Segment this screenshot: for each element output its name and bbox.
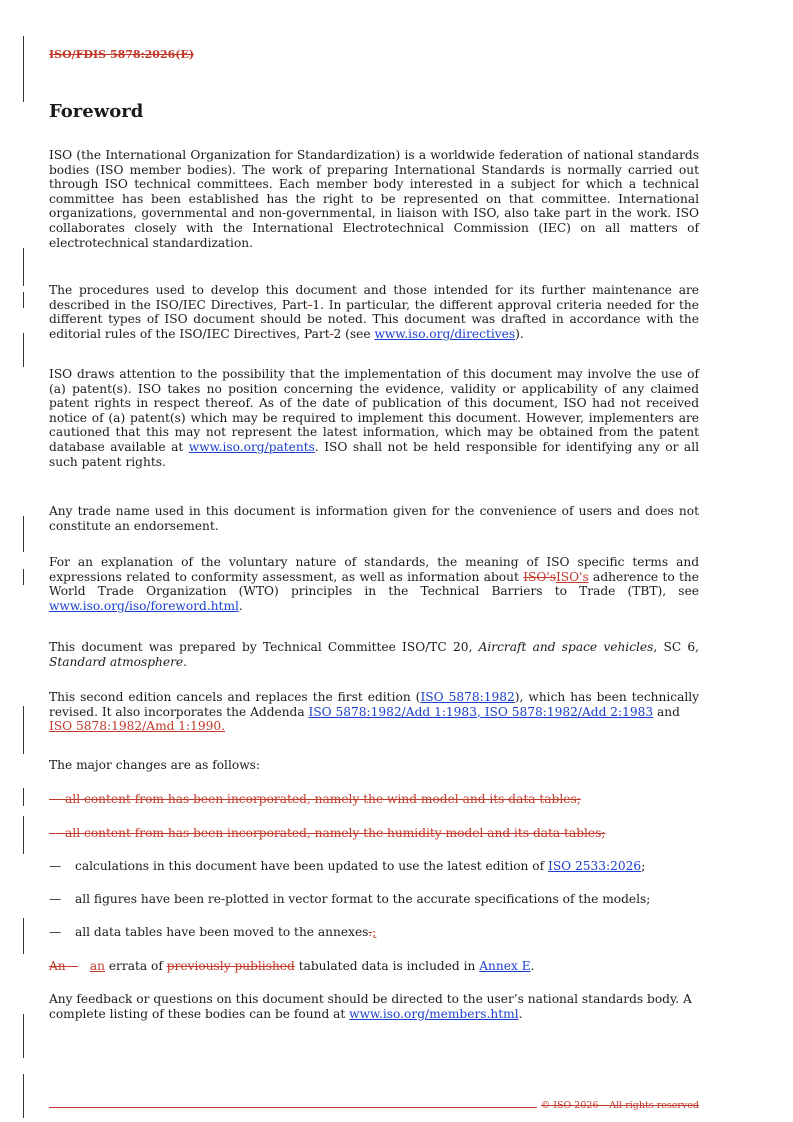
- foreword-link[interactable]: www.iso.org/iso/foreword.html: [49, 598, 239, 613]
- change-bar: [23, 516, 24, 552]
- list-item-deleted: — all content from has been incorporated, namely the wind model and its data tables;: [49, 792, 581, 806]
- annex-e-link[interactable]: Annex E: [479, 959, 531, 973]
- paragraph-patents: ISO draws attention to the possibility that the implementation of this document may involve the use of (a) patent(s). ISO takes no position concerning the evidence, validity or applicability of any claimed patent rights in respect thereof. As of the date of publication of this document, ISO had not received notice of (a) patent(s) which may be required to implement this document. However, implementers are cautioned that this may not represent the latest information, which may be obtained from the patent database available at www.iso.org/patents. ISO shall not be held responsible for identifying any or all such patent rights.: [49, 367, 699, 469]
- amd1-link[interactable]: ISO 5878:1982/Amd 1:1990.: [49, 719, 226, 734]
- change-bar: [23, 569, 24, 585]
- patents-link[interactable]: www.iso.org/patents: [188, 439, 315, 454]
- change-bar: [23, 36, 24, 102]
- paragraph-voluntary: For an explanation of the voluntary nature of standards, the meaning of ISO specific terms and expressions related to conformity assessment, as well as information about ISO'sISO's adherence to the World Trade Organization (WTO) principles in the Technical Barriers to Trade (TBT), see www.iso.org/iso/foreword.html.: [49, 555, 699, 613]
- iso-5878-1982-link[interactable]: ISO 5878:1982: [420, 690, 515, 704]
- paragraph-trade-name: Any trade name used in this document is information given for the convenience of users and does not constitute an endorsement.: [49, 504, 699, 533]
- footer-copyright: © ISO 2026 – All rights reserved: [537, 1100, 699, 1111]
- change-bar: [23, 918, 24, 954]
- add2-link[interactable]: ISO 5878:1982/Add 2:1983: [484, 704, 654, 719]
- list-dash: —: [49, 859, 62, 873]
- list-dash: —: [49, 892, 62, 906]
- paragraph-intro: ISO (the International Organization for Standardization) is a worldwide federation of national standards bodies (ISO member bodies). The work of preparing International Standards is normally carried out through ISO technical committees. Each member body interested in a subject for which a technical committee has been established has the right to be represented on that committee. International organizations, governmental and non-governmental, in liaison with ISO, also take part in the work. ISO collaborates closely with the International Electrotechnical Commission (IEC) on all matters of electrotechnical standardization.: [49, 148, 699, 250]
- change-bar: [23, 248, 24, 286]
- directives-link[interactable]: www.iso.org/directives: [374, 326, 516, 341]
- list-dash: —: [49, 925, 62, 939]
- changes-intro: The major changes are as follows:: [49, 758, 260, 772]
- list-item: — all figures have been re-plotted in vector format to the accurate specifications of the models;: [49, 892, 651, 906]
- list-item-deleted: — all content from has been incorporated, namely the humidity model and its data tables;: [49, 826, 606, 840]
- change-bar: [23, 816, 24, 854]
- iso-link-inserted[interactable]: ISO's: [555, 569, 589, 584]
- paragraph-feedback: Any feedback or questions on this document should be directed to the user’s national standards body. A complete listing of these bodies can be found at www.iso.org/members.html.: [49, 992, 692, 1021]
- document-id: ISO/FDIS 5878:2026(E): [49, 48, 195, 61]
- members-link[interactable]: www.iso.org/members.html: [349, 1006, 519, 1021]
- paragraph-edition: This second edition cancels and replaces the first edition (ISO 5878:1982), which has been technically revised. It also incorporates the Addenda ISO 5878:1982/Add 1:1983, ISO 5878:1982/Add 2:1983 and ISO 5878:1982/Amd 1:1990.: [49, 690, 700, 734]
- change-bar: [23, 333, 24, 367]
- iso-2533-link[interactable]: ISO 2533:2026: [548, 859, 642, 873]
- change-bar: [23, 292, 24, 308]
- page-title: Foreword: [49, 101, 144, 122]
- paragraph-procedures: The procedures used to develop this document and those intended for its further maintenance are described in the ISO/IEC Directives, Part 1. In particular, the different approval criteria needed for the different types of ISO document should be noted. This document was drafted in accordance with the editorial rules of the ISO/IEC Directives, Part 2 (see www.iso.org/directives).: [49, 283, 699, 341]
- change-bar: [23, 788, 24, 806]
- add1-link[interactable]: ISO 5878:1982/Add 1:1983: [308, 704, 477, 719]
- change-bar: [23, 1014, 24, 1058]
- list-item: — calculations in this document have been updated to use the latest edition of ISO 2533:2026;: [49, 859, 646, 873]
- paragraph-errata: An— an errata of previously published tabulated data is included in Annex E.: [49, 959, 535, 973]
- change-bar: [23, 706, 24, 754]
- paragraph-committee: This document was prepared by Technical Committee ISO/TC 20, Aircraft and space vehicles, SC 6, Standard atmosphere.: [49, 640, 699, 669]
- list-item: — all data tables have been moved to the annexes.;: [49, 925, 377, 939]
- change-bar: [23, 1074, 24, 1118]
